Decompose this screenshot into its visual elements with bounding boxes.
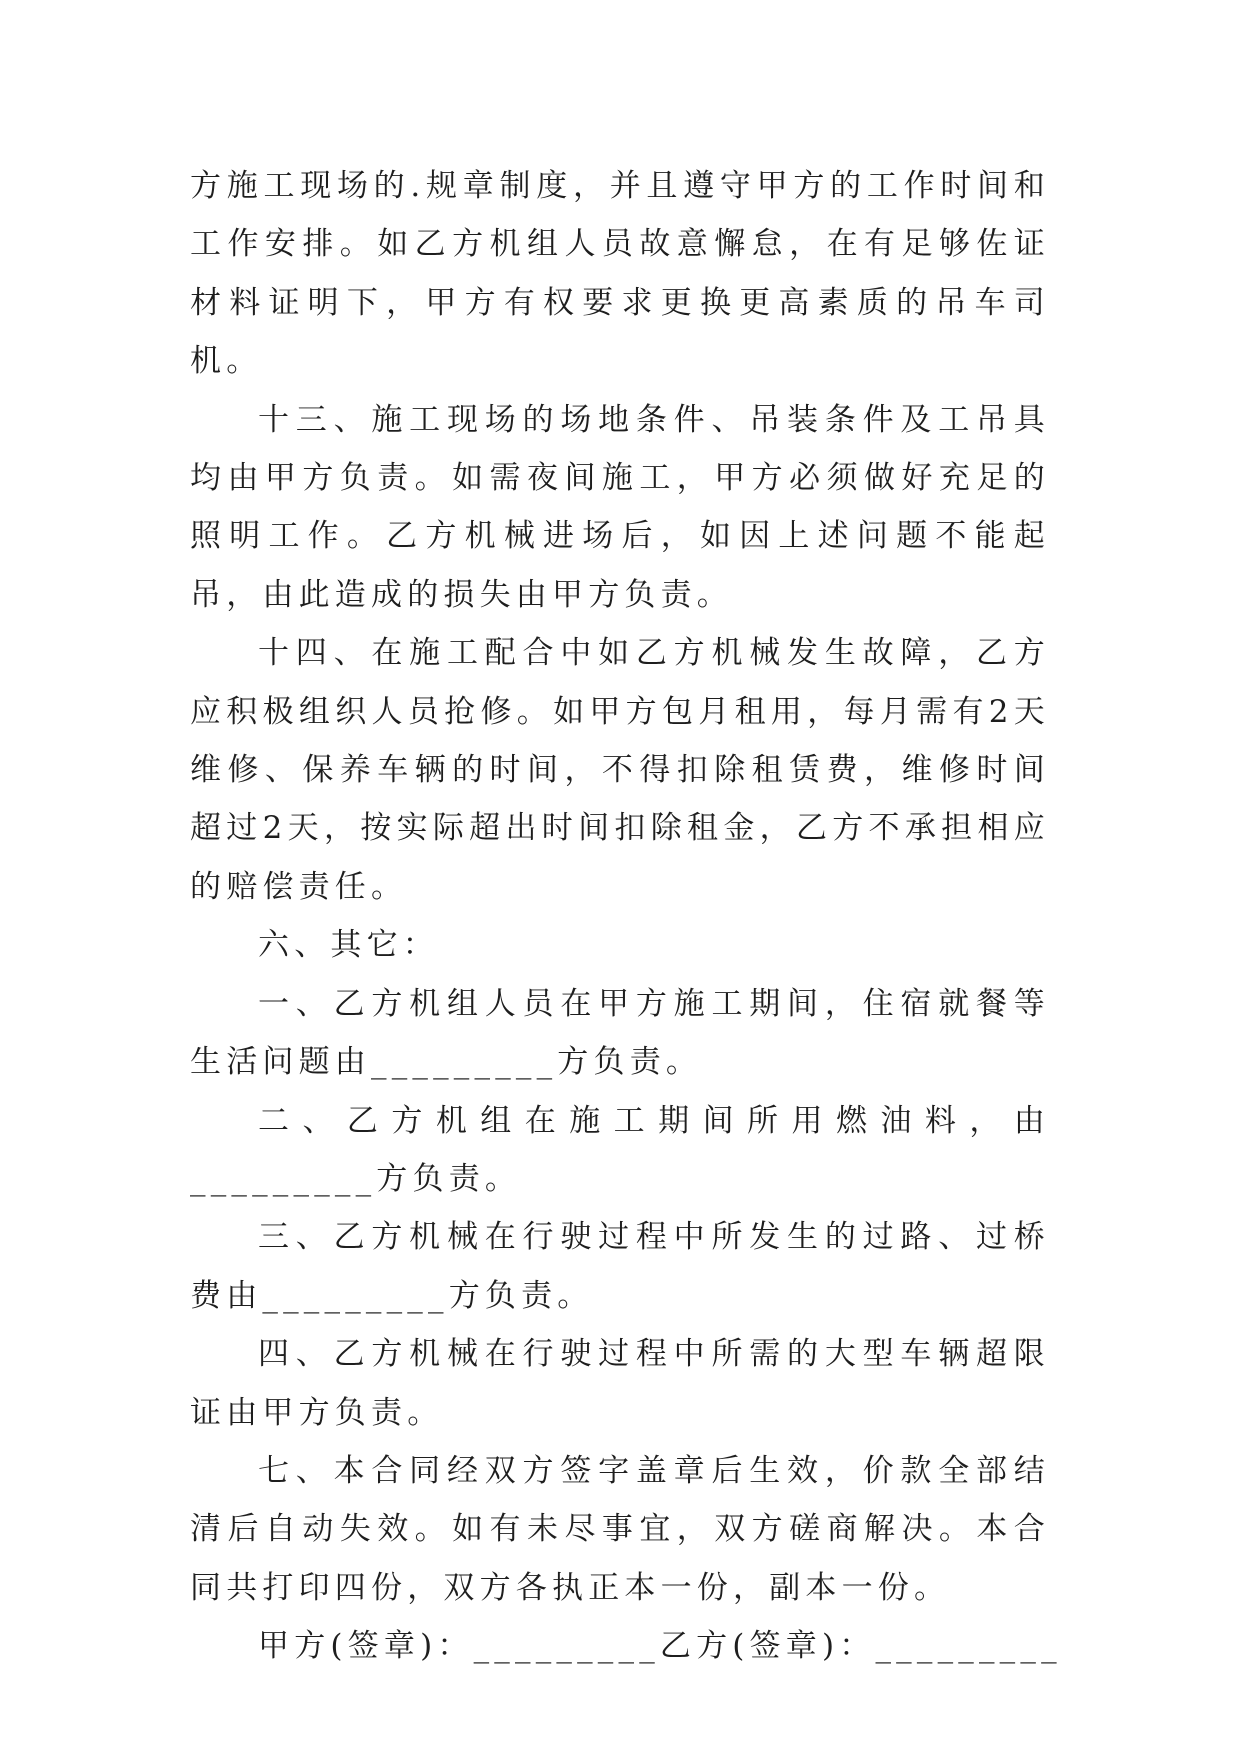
section-6-item-4: 四、乙方机械在行驶过程中所需的大型车辆超限证由甲方负责。 xyxy=(190,1336,1050,1431)
clause-13: 十三、施工现场的场地条件、吊装条件及工吊具均由甲方负责。如需夜间施工，甲方必须做好充足的照明工作。乙方机械进场后，如因上述问题不能起吊，由此造成的损失由甲方负责。 xyxy=(190,401,1050,613)
section-6-heading: 六、其它： xyxy=(258,927,439,964)
clause-14: 十四、在施工配合中如乙方机械发生故障，乙方应积极组织人员抢修。如甲方包月租用，每月需有2天维修、保养车辆的时间，不得扣除租赁费，维修时间超过2天，按实际超出时间扣除租金，乙方不承担相应的赔偿责任。 xyxy=(190,635,1050,905)
contract-body xyxy=(190,157,1062,1676)
signature-line: 甲方(签章)：_________乙方(签章)：_________ xyxy=(258,1628,1062,1665)
section-6-item-3: 三、乙方机械在行驶过程中所发生的过路、过桥费由_________方负责。 xyxy=(190,1219,1050,1314)
section-7: 七、本合同经双方签字盖章后生效，价款全部结清后自动失效。如有未尽事宜，双方磋商解决。本合同共打印四份，双方各执正本一份，副本一份。 xyxy=(190,1452,1050,1606)
section-6-item-2: 二、乙方机组在施工期间所用燃油料，由_________方负责。 xyxy=(190,1102,1050,1197)
paragraph-continuation: 方施工现场的.规章制度，并且遵守甲方的工作时间和工作安排。如乙方机组人员故意懈怠，在有足够佐证材料证明下，甲方有权要求更换更高素质的吊车司机。 xyxy=(190,168,1050,380)
section-6-item-1: 一、乙方机组人员在甲方施工期间，住宿就餐等生活问题由_________方负责。 xyxy=(190,985,1050,1081)
